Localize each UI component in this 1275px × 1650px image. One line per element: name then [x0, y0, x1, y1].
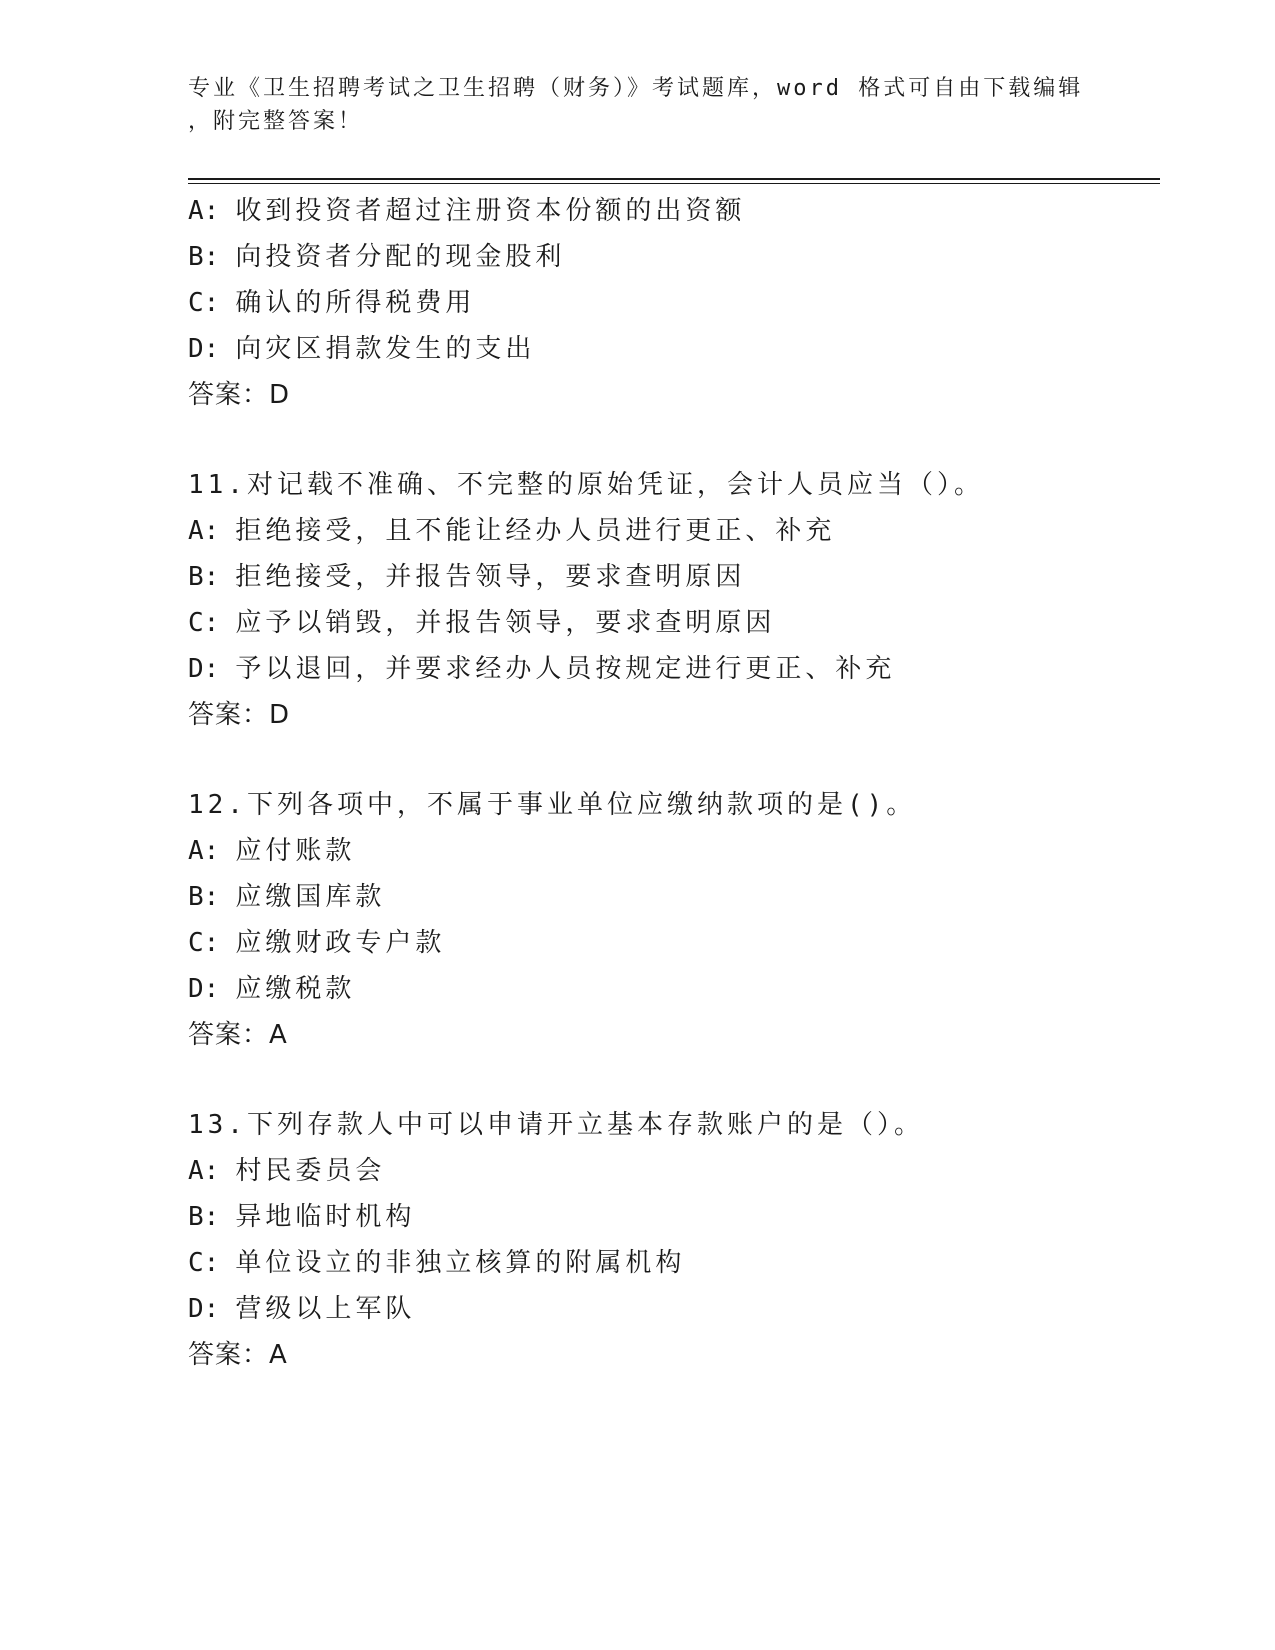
option-d: [188, 646, 1168, 692]
option-label: D:: [188, 654, 220, 684]
question-block-11: [188, 462, 1168, 738]
option-a: [188, 828, 1168, 874]
option-c: [188, 1240, 1168, 1286]
option-d: [188, 966, 1168, 1012]
option-a: [188, 1148, 1168, 1194]
question-stem: 12.下列各项中，不属于事业单位应缴纳款项的是()。: [188, 790, 917, 820]
header-divider-thin: [188, 183, 1160, 184]
question-stem: 13.下列存款人中可以申请开立基本存款账户的是（）。: [188, 1110, 924, 1140]
option-text: 确认的所得税费用: [235, 288, 476, 318]
header-line-2: ，附完整答案！: [188, 109, 364, 134]
option-c: [188, 280, 1168, 326]
option-text: 村民委员会: [235, 1156, 386, 1186]
option-a: [188, 188, 1168, 234]
option-b: [188, 1194, 1168, 1240]
option-label: D:: [188, 334, 220, 364]
question-block-partial: [188, 188, 1168, 418]
option-label: B:: [188, 562, 220, 592]
option-label: D:: [188, 974, 220, 1004]
option-label: C:: [188, 928, 220, 958]
question-stem: 11.对记载不准确、不完整的原始凭证，会计人员应当（）。: [188, 470, 984, 500]
option-text: 收到投资者超过注册资本份额的出资额: [235, 196, 746, 226]
document-header: [188, 72, 1084, 138]
option-text: 营级以上军队: [235, 1294, 416, 1324]
option-text: 向投资者分配的现金股利: [235, 242, 566, 272]
option-label: A:: [188, 516, 220, 546]
answer-line: 答案：D: [188, 380, 291, 410]
option-text: 应缴国库款: [235, 882, 386, 912]
option-label: A:: [188, 196, 220, 226]
answer-line: 答案：A: [188, 1020, 288, 1050]
option-text: 应予以销毁，并报告领导，要求查明原因: [235, 608, 776, 638]
option-text: 向灾区捐款发生的支出: [235, 334, 536, 364]
answer-line: 答案：D: [188, 700, 291, 730]
option-label: C:: [188, 288, 220, 318]
question-block-13: [188, 1102, 1168, 1378]
option-b: [188, 554, 1168, 600]
option-label: B:: [188, 242, 220, 272]
answer-line: 答案：A: [188, 1340, 288, 1370]
option-text: 异地临时机构: [235, 1202, 416, 1232]
option-text: 拒绝接受，并报告领导，要求查明原因: [235, 562, 746, 592]
option-label: C:: [188, 1248, 220, 1278]
option-d: [188, 1286, 1168, 1332]
header-divider: [188, 178, 1160, 180]
question-list: [188, 188, 1168, 1378]
option-text: 应缴财政专户款: [235, 928, 446, 958]
option-label: A:: [188, 1156, 220, 1186]
option-text: 应缴税款: [235, 974, 356, 1004]
question-block-12: [188, 782, 1168, 1058]
option-d: [188, 326, 1168, 372]
option-a: [188, 508, 1168, 554]
option-text: 单位设立的非独立核算的附属机构: [235, 1248, 686, 1278]
option-label: B:: [188, 882, 220, 912]
option-label: C:: [188, 608, 220, 638]
option-text: 拒绝接受，且不能让经办人员进行更正、补充: [235, 516, 836, 546]
option-label: D:: [188, 1294, 220, 1324]
header-line-1: 专业《卫生招聘考试之卫生招聘（财务）》考试题库，word 格式可自由下载编辑: [188, 76, 1084, 101]
option-c: [188, 600, 1168, 646]
option-text: 予以退回，并要求经办人员按规定进行更正、补充: [235, 654, 896, 684]
option-b: [188, 874, 1168, 920]
option-label: A:: [188, 836, 220, 866]
option-c: [188, 920, 1168, 966]
option-b: [188, 234, 1168, 280]
option-label: B:: [188, 1202, 220, 1232]
option-text: 应付账款: [235, 836, 356, 866]
